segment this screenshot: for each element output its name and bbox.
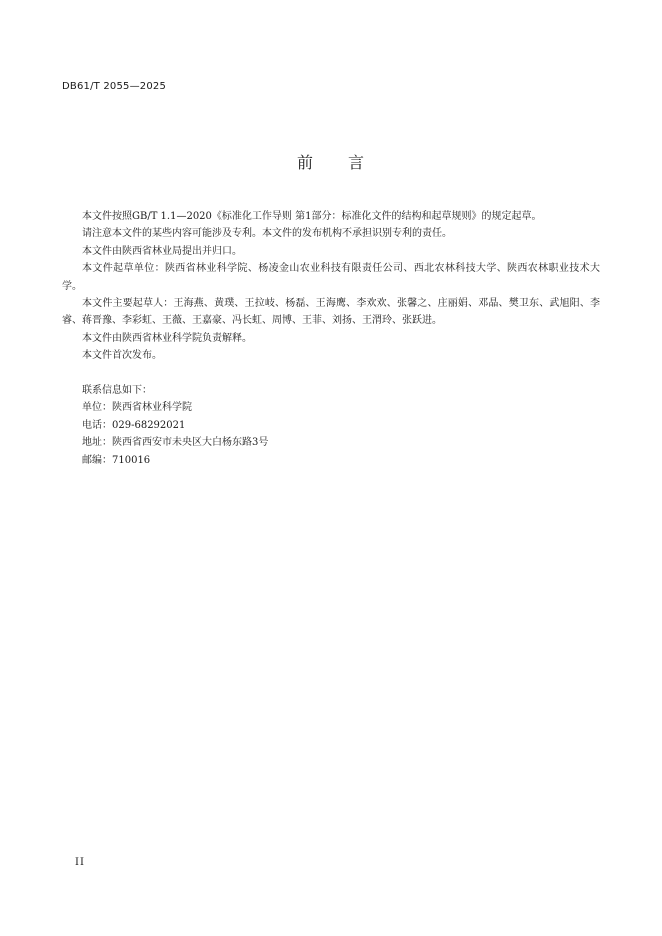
- paragraph-proposer: 本文件由陕西省林业局提出并归口。: [82, 245, 242, 257]
- paragraph-drafters: 本文件主要起草人：王海燕、黄璞、王拉岐、杨磊、王海鹰、李欢欢、张馨之、庄丽娟、邓晶、樊卫东、武旭阳、李睿、蒋晋豫、李彩虹、王薇、王嘉豪、冯长虹、周博、王菲、刘扬、王渭玲、张跃进。: [62, 298, 600, 327]
- contact-address: 地址：陕西省西安市未央区大白杨东路3号: [82, 437, 269, 449]
- paragraph-interpretation: 本文件由陕西省林业科学院负责解释。: [82, 332, 252, 344]
- contact-unit: 单位：陕西省林业科学院: [82, 402, 192, 414]
- paragraph-drafting-units: 本文件起草单位：陕西省林业科学院、杨凌金山农业科技有限责任公司、西北农林科技大学、陕西农林职业技术大学。: [62, 263, 600, 292]
- foreword-body: [62, 208, 600, 469]
- page-title: [0, 150, 662, 173]
- contact-phone: 电话：029-68292021: [82, 419, 186, 431]
- contact-heading: 联系信息如下：: [82, 385, 152, 397]
- paragraph-first-release: 本文件首次发布。: [82, 350, 162, 362]
- paragraph-patent-notice: 请注意本文件的某些内容可能涉及专利。本文件的发布机构不承担识别专利的责任。: [82, 228, 452, 240]
- title-char-1: 前: [296, 153, 314, 172]
- title-char-2: 言: [348, 153, 366, 172]
- contact-postcode: 邮编：710016: [82, 454, 151, 466]
- standard-code: DB61/T 2055—2025: [62, 81, 167, 92]
- paragraph-drafting-rules: 本文件按照GB/T 1.1—2020《标准化工作导则 第1部分：标准化文件的结构和起草规则》的规定起草。: [82, 211, 542, 222]
- page-number: II: [75, 857, 85, 868]
